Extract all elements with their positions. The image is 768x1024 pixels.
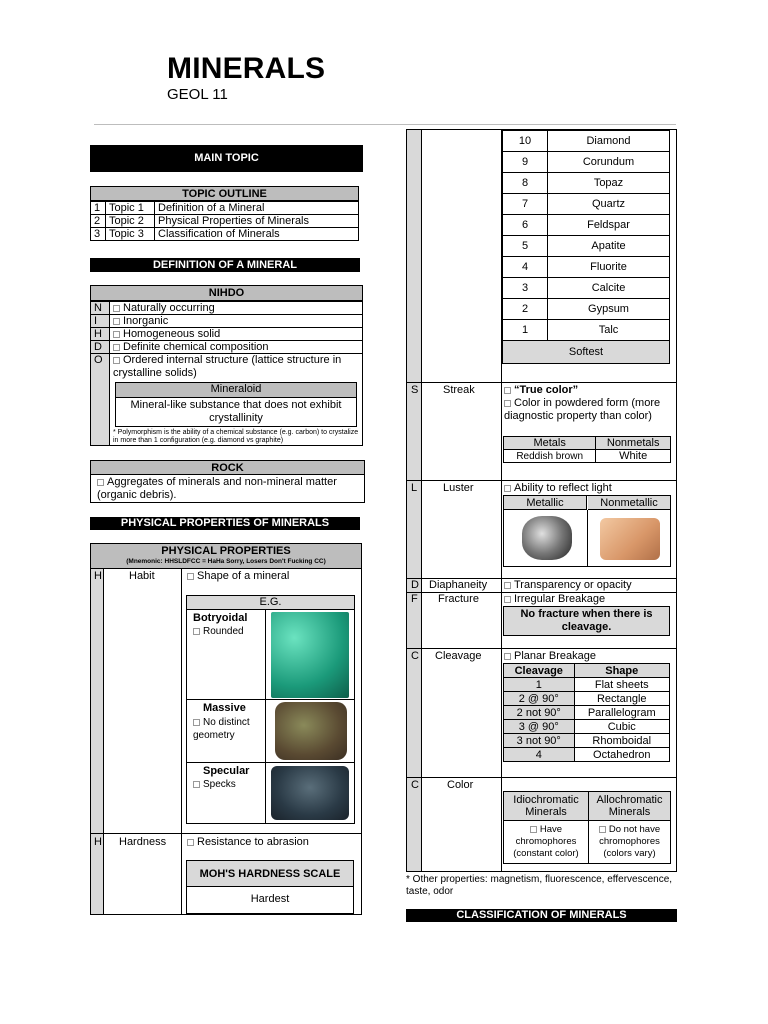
checkbox-icon xyxy=(97,479,104,486)
checkbox-icon xyxy=(187,573,194,580)
color-name: Color xyxy=(447,779,474,791)
outline-row xyxy=(91,215,359,228)
mohs-mineral: Diamond xyxy=(548,131,670,152)
fracture-desc: Irregular Breakage xyxy=(514,593,606,605)
mohs-mineral: Gypsum xyxy=(548,299,670,320)
checkbox-icon xyxy=(504,653,511,660)
main-topic-bar: MAIN TOPIC xyxy=(90,145,363,172)
physical-heading: PHYSICAL PROPERTIES xyxy=(161,545,291,557)
cleavage-table xyxy=(503,663,670,762)
outline-topic: Topic 2 xyxy=(106,215,155,228)
outline-row xyxy=(91,202,359,215)
cleavage-count: 3 not 90° xyxy=(504,734,575,748)
nihdo-key: N xyxy=(91,302,110,315)
checkbox-icon xyxy=(113,331,120,338)
mohs-number: 7 xyxy=(503,194,548,215)
streak-table xyxy=(503,436,671,463)
rock-box xyxy=(90,460,365,503)
massive-label: Massive xyxy=(203,702,246,714)
checkbox-icon xyxy=(193,719,200,726)
page-subtitle: GEOL 11 xyxy=(167,86,228,103)
cleavage-count: 4 xyxy=(504,748,575,762)
color-key: C xyxy=(411,779,419,791)
color-d2: Do not have chromophores (colors vary) xyxy=(599,824,661,859)
cleavage-shape: Rectangle xyxy=(574,692,669,706)
checkbox-icon xyxy=(113,318,120,325)
cleavage-count: 2 not 90° xyxy=(504,706,575,720)
luster-h1: Metallic xyxy=(504,496,587,510)
nihdo-value: Homogeneous solid xyxy=(123,328,221,340)
checkbox-icon xyxy=(530,826,537,833)
mohs-number: 3 xyxy=(503,278,548,299)
mohs-heading: MOH'S HARDNESS SCALE xyxy=(187,861,353,887)
checkbox-icon xyxy=(113,344,120,351)
cleavage-shape: Octahedron xyxy=(574,748,669,762)
mohs-mineral: Apatite xyxy=(548,236,670,257)
streak-key: S xyxy=(411,384,419,396)
streak-h2: Nonmetals xyxy=(596,437,671,450)
luster-h2: Nonmetallic xyxy=(588,496,670,510)
botryoidal-label: Botryoidal xyxy=(193,612,248,624)
nihdo-key: D xyxy=(91,341,110,354)
checkbox-icon xyxy=(193,781,200,788)
cleavage-count: 1 xyxy=(504,678,575,692)
hardness-key: H xyxy=(94,836,102,848)
cleavage-shape: Parallelogram xyxy=(574,706,669,720)
streak-h1: Metals xyxy=(504,437,596,450)
polymorphism-note: * Polymorphism is the ability of a chemical substance (e.g. carbon) to crystalize in more than 1 configuration (e.g. diamond vs graphite) xyxy=(113,429,359,444)
color-h2: Allochromatic Minerals xyxy=(589,792,671,821)
massive-image xyxy=(275,702,347,760)
botryoidal-desc: Rounded xyxy=(203,626,244,637)
habit-examples xyxy=(186,595,355,824)
outline-row xyxy=(91,228,359,241)
topic-outline xyxy=(90,186,359,241)
checkbox-icon xyxy=(504,387,511,394)
luster-key: L xyxy=(411,482,418,494)
metallic-image xyxy=(522,516,572,560)
nihdo-heading: NIHDO xyxy=(90,285,363,301)
habit-key: H xyxy=(94,570,102,582)
mnemonic: (Mnemonic: HHSLDFCC = HaHa Sorry, Losers Don't Fucking CC) xyxy=(126,558,326,565)
nihdo-key: I xyxy=(91,315,110,328)
mineraloid-heading: Mineraloid xyxy=(116,383,356,398)
diaphaneity-key: D xyxy=(411,579,419,591)
diaphaneity-desc: Transparency or opacity xyxy=(514,579,632,591)
botryoidal-image xyxy=(271,612,349,698)
outline-desc: Definition of a Mineral xyxy=(155,202,359,215)
checkbox-icon xyxy=(113,357,120,364)
rock-heading: ROCK xyxy=(90,460,365,475)
mohs-table xyxy=(502,130,670,364)
checkbox-icon xyxy=(504,485,511,492)
outline-desc: Physical Properties of Minerals xyxy=(155,215,359,228)
fracture-key: F xyxy=(411,593,418,605)
outline-num: 2 xyxy=(91,215,106,228)
outline-heading: TOPIC OUTLINE xyxy=(90,186,359,201)
habit-name: Habit xyxy=(129,570,155,582)
outline-desc: Classification of Minerals xyxy=(155,228,359,241)
nihdo-value: Ordered internal structure (lattice structure in crystalline solids) xyxy=(113,354,342,379)
fracture-name: Fracture xyxy=(438,593,479,605)
hardness-desc: Resistance to abrasion xyxy=(197,836,309,848)
outline-topic: Topic 1 xyxy=(106,202,155,215)
color-h1: Idiochromatic Minerals xyxy=(504,792,589,821)
divider xyxy=(94,124,676,125)
hardness-name: Hardness xyxy=(119,836,167,848)
mohs-mineral: Corundum xyxy=(548,152,670,173)
nihdo-table xyxy=(90,285,363,446)
outline-num: 3 xyxy=(91,228,106,241)
nihdo-value: Inorganic xyxy=(123,315,169,327)
rock-text: Aggregates of minerals and non-mineral matter (organic debris). xyxy=(97,476,337,501)
mohs-number: 1 xyxy=(503,320,548,341)
mohs-number: 2 xyxy=(503,299,548,320)
outline-topic: Topic 3 xyxy=(106,228,155,241)
mohs-number: 8 xyxy=(503,173,548,194)
eg-heading: E.G. xyxy=(187,596,354,610)
cleavage-h1: Cleavage xyxy=(504,664,575,678)
specular-label: Specular xyxy=(203,765,250,777)
mineraloid-desc: Mineral-like substance that does not exhibit crystallinity xyxy=(130,399,342,424)
softest-label: Softest xyxy=(503,341,670,364)
streak-v1: Reddish brown xyxy=(504,450,596,463)
cleavage-shape: Cubic xyxy=(574,720,669,734)
luster-desc: Ability to reflect light xyxy=(514,482,612,494)
massive-desc: No distinct geometry xyxy=(193,717,250,741)
specular-desc: Specks xyxy=(203,779,236,790)
cleavage-h2: Shape xyxy=(574,664,669,678)
physical-table-left xyxy=(90,543,362,915)
cleavage-name: Cleavage xyxy=(435,650,482,662)
mohs-number: 10 xyxy=(503,131,548,152)
page-title: MINERALS xyxy=(167,52,326,85)
mohs-mineral: Talc xyxy=(548,320,670,341)
mohs-mineral: Quartz xyxy=(548,194,670,215)
diaphaneity-name: Diaphaneity xyxy=(429,579,488,591)
streak-v2: White xyxy=(596,450,671,463)
cleavage-count: 3 @ 90° xyxy=(504,720,575,734)
checkbox-icon xyxy=(504,596,511,603)
cleavage-count: 2 @ 90° xyxy=(504,692,575,706)
color-d1: Have chromophores (constant color) xyxy=(513,824,579,859)
mohs-number: 5 xyxy=(503,236,548,257)
streak-b2: Color in powdered form (more diagnostic property than color) xyxy=(504,397,661,422)
nonmetallic-image xyxy=(600,518,660,560)
checkbox-icon xyxy=(187,839,194,846)
classification-bar: CLASSIFICATION OF MINERALS xyxy=(406,909,677,922)
hardest-label: Hardest xyxy=(250,893,290,905)
physical-table-right xyxy=(406,129,677,872)
cleavage-desc: Planar Breakage xyxy=(514,650,596,662)
physical-bar: PHYSICAL PROPERTIES OF MINERALS xyxy=(90,517,360,530)
nihdo-key: H xyxy=(91,328,110,341)
fracture-note: No fracture when there is cleavage. xyxy=(503,606,670,636)
mohs-number: 4 xyxy=(503,257,548,278)
mohs-number: 6 xyxy=(503,215,548,236)
definition-bar: DEFINITION OF A MINERAL xyxy=(90,258,360,272)
other-properties-note: * Other properties: magnetism, fluorescence, effervescence, taste, odor xyxy=(406,874,673,897)
cleavage-shape: Flat sheets xyxy=(574,678,669,692)
mohs-mineral: Calcite xyxy=(548,278,670,299)
nihdo-value: Naturally occurring xyxy=(123,302,215,314)
specular-image xyxy=(271,766,349,820)
outline-num: 1 xyxy=(91,202,106,215)
streak-name: Streak xyxy=(443,384,475,396)
checkbox-icon xyxy=(599,826,606,833)
streak-b1: “True color” xyxy=(514,384,579,396)
checkbox-icon xyxy=(504,400,511,407)
checkbox-icon xyxy=(504,582,511,589)
checkbox-icon xyxy=(113,305,120,312)
nihdo-value: Definite chemical composition xyxy=(123,341,269,353)
nihdo-key: O xyxy=(91,354,110,446)
mohs-mineral: Fluorite xyxy=(548,257,670,278)
cleavage-shape: Rhomboidal xyxy=(574,734,669,748)
checkbox-icon xyxy=(193,628,200,635)
habit-desc: Shape of a mineral xyxy=(197,570,290,582)
luster-name: Luster xyxy=(443,482,474,494)
color-table xyxy=(503,791,671,864)
mohs-mineral: Feldspar xyxy=(548,215,670,236)
mohs-mineral: Topaz xyxy=(548,173,670,194)
cleavage-key: C xyxy=(411,650,419,662)
mohs-number: 9 xyxy=(503,152,548,173)
